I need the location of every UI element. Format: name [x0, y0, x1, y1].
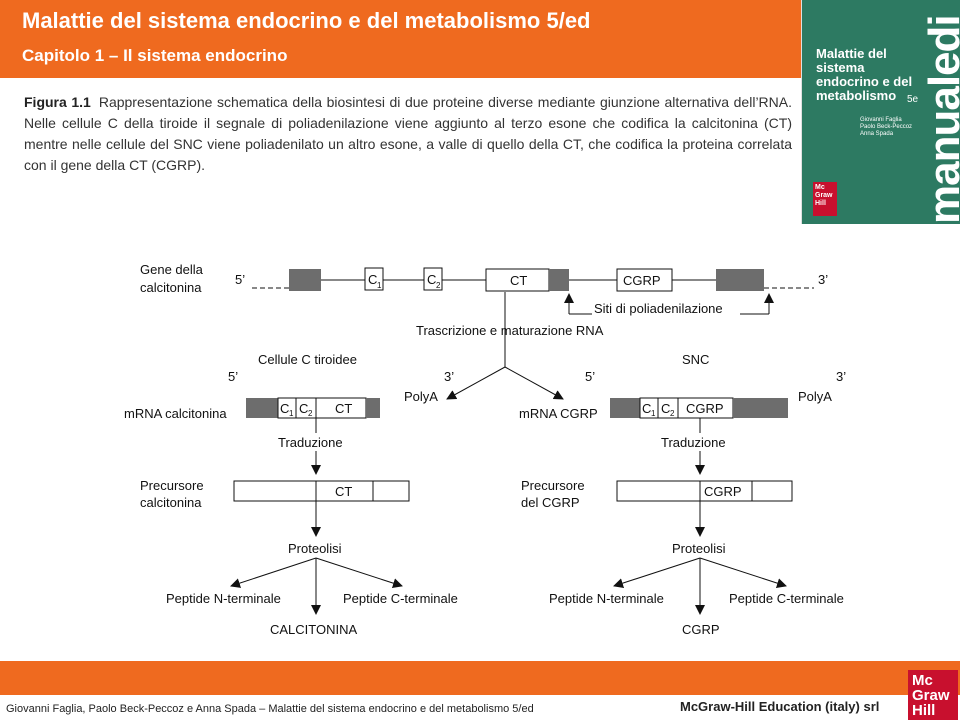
- gene-3prime: 3’: [818, 272, 829, 287]
- left-mrna-c2-sub: 2: [308, 409, 313, 418]
- left-peptide-n-label: Peptide N-terminale: [166, 591, 281, 606]
- footer-logo-line: Graw: [912, 687, 950, 704]
- right-arrow-c-terminal: [700, 558, 786, 586]
- right-mrna-tail: [733, 398, 788, 418]
- right-5prime: 5’: [585, 369, 596, 384]
- right-cells-label: SNC: [682, 352, 710, 367]
- right-mrna-c2-sub: 2: [670, 409, 675, 418]
- gene-exon-last: [716, 269, 764, 291]
- gene-exon-cgrp-label: CGRP: [623, 273, 661, 288]
- cover-logo-line: Graw: [815, 192, 833, 199]
- mcgraw-hill-logo: [908, 670, 958, 720]
- gene-exon-ct-tail: [549, 269, 569, 291]
- gene-label-2: calcitonina: [140, 280, 202, 295]
- left-mrna-label: mRNA calcitonina: [124, 406, 227, 421]
- right-arrow-n-terminal: [614, 558, 700, 586]
- cover-title: Malattie del sistema endocrino e del metabolismo: [816, 46, 913, 103]
- gene-exon-1: [289, 269, 321, 291]
- right-mrna-c2-label: C: [661, 401, 671, 416]
- right-peptide-c-label: Peptide C-terminale: [729, 591, 844, 606]
- branch-arrow-right: [505, 367, 563, 399]
- left-arrow-c-terminal: [316, 558, 402, 586]
- right-precursor-label-1: Precursore: [521, 478, 585, 493]
- cover-edition: 5e: [907, 94, 919, 105]
- cover-vertical-title: manualedi: [920, 15, 969, 224]
- polyadenylation-sites-label: Siti di poliadenilazione: [594, 301, 723, 316]
- figure-label: Figura 1.1: [24, 94, 91, 110]
- left-precursor-ct-label: CT: [335, 484, 353, 499]
- right-mrna-c1-label: C: [642, 401, 652, 416]
- left-5prime: 5’: [228, 369, 239, 384]
- footer-authors: Giovanni Faglia, Paolo Beck-Peccoz e Anna Spada – Malattie del sistema endocrino e del metabolismo 5/ed: [6, 703, 534, 715]
- right-3prime: 3’: [836, 369, 847, 384]
- footer-publisher: McGraw-Hill Education (italy) srl: [680, 699, 880, 714]
- left-proteolysis-label: Proteolisi: [288, 541, 342, 556]
- right-translation-label: Traduzione: [661, 435, 726, 450]
- left-translation-label: Traduzione: [278, 435, 343, 450]
- footer-logo-line: Mc: [912, 672, 933, 689]
- left-precursor-box: [234, 481, 409, 501]
- gene-exon-ct-label: CT: [510, 273, 528, 288]
- right-mrna-label: mRNA CGRP: [519, 406, 598, 421]
- cover-author: Anna Spada: [860, 131, 894, 137]
- right-precursor-cgrp-label: CGRP: [704, 484, 742, 499]
- branch-arrow-left: [447, 367, 505, 399]
- cover-logo-line: Hill: [815, 200, 826, 207]
- gene-exon-c1-label: C: [368, 272, 378, 287]
- right-peptide-n-label: Peptide N-terminale: [549, 591, 664, 606]
- left-cells-label: Cellule C tiroidee: [258, 352, 357, 367]
- left-mrna-tail: [366, 398, 380, 418]
- left-product-label: CALCITONINA: [270, 622, 358, 637]
- footer-logo-line: Hill: [912, 702, 936, 719]
- left-peptide-c-label: Peptide C-terminale: [343, 591, 458, 606]
- gene-exon-c2-label: C: [427, 272, 437, 287]
- gene-label-1: Gene della: [140, 262, 203, 277]
- gene-exon-c2-sub: 2: [436, 281, 441, 290]
- page-title: Malattie del sistema endocrino e del metabolismo 5/ed: [22, 8, 591, 33]
- left-mrna-ct-label: CT: [335, 401, 353, 416]
- left-precursor-label-2: calcitonina: [140, 495, 202, 510]
- right-proteolysis-label: Proteolisi: [672, 541, 726, 556]
- left-mrna-c1-label: C: [280, 401, 290, 416]
- chapter-subtitle: Capitolo 1 – Il sistema endocrino: [22, 46, 288, 65]
- figure-caption-text: Rappresentazione schematica della biosintesi di due proteine diverse mediante giunzione alternativa dell’RNA. Nelle cellule C della tiroide il segnale di poliadenilazione viene aggiunto al terzo esone che codifica la calcitonina (CT) mentre nelle cellule del SNC viene poliadenilato un altro esone, a valle di quello della CT, che codifica la proteina correlata con il gene della CT (CGRP).: [24, 94, 793, 173]
- footer-bar: [0, 661, 960, 695]
- right-mrna-5cap: [610, 398, 640, 418]
- right-mrna-c1-sub: 1: [651, 409, 656, 418]
- right-precursor-label-2: del CGRP: [521, 495, 580, 510]
- cover-logo-line: Mc: [815, 184, 825, 191]
- gene-5prime: 5’: [235, 272, 246, 287]
- left-3prime: 3’: [444, 369, 455, 384]
- left-mrna-5cap: [246, 398, 278, 418]
- left-arrow-n-terminal: [231, 558, 316, 586]
- gene-exon-c1-sub: 1: [377, 281, 382, 290]
- right-polya-label: PolyA: [798, 389, 832, 404]
- left-mrna-c2-label: C: [299, 401, 309, 416]
- cover-author: Giovanni Faglia: [860, 117, 902, 123]
- cover-author: Paolo Beck-Peccoz: [860, 124, 913, 130]
- left-mrna-c1-sub: 1: [289, 409, 294, 418]
- right-mrna-cgrp-label: CGRP: [686, 401, 724, 416]
- right-product-label: CGRP: [682, 622, 720, 637]
- left-polya-label: PolyA: [404, 389, 438, 404]
- left-precursor-label-1: Precursore: [140, 478, 204, 493]
- transcription-label: Trascrizione e maturazione RNA: [416, 323, 604, 338]
